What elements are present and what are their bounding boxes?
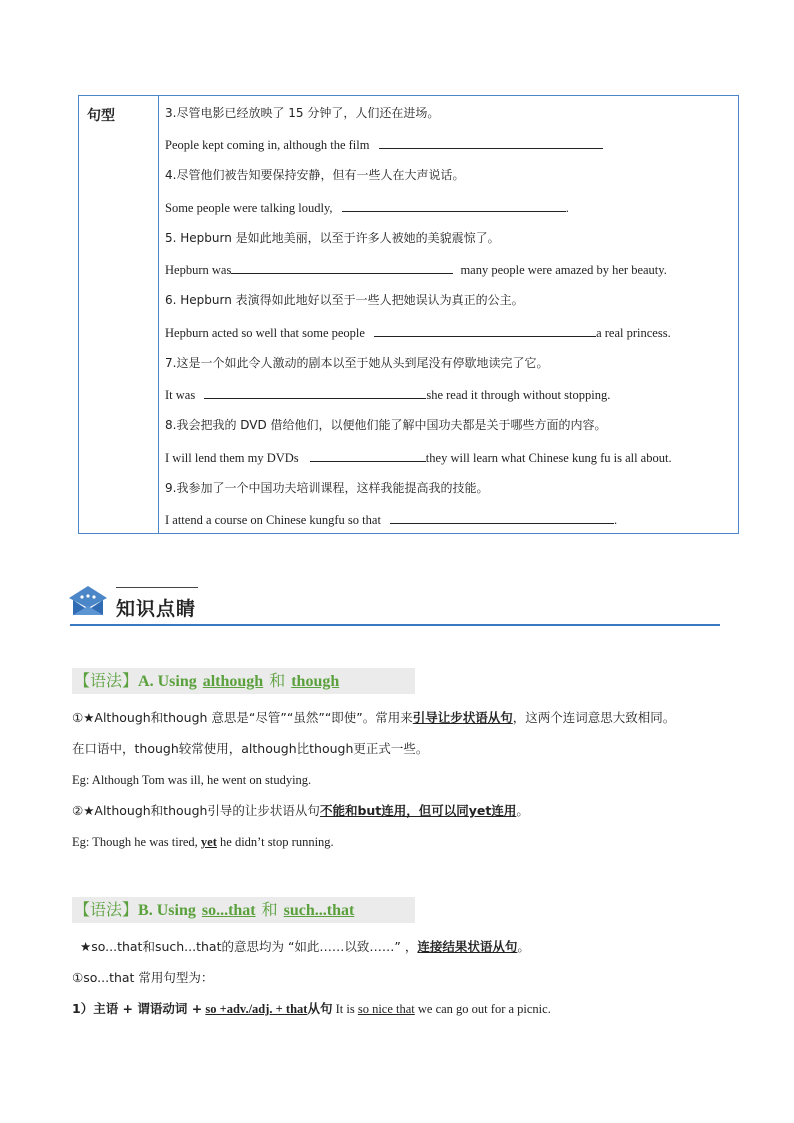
text-run: ，这两个连词意思大致相同。 [512,710,676,725]
sentence-en-tail: many people were amazed by her beauty. [460,263,667,277]
grammar-a-example-1: Eg: Although Tom was ill, he went on studying. [72,773,312,787]
answer-blank[interactable] [379,136,603,149]
section-top-rule [116,587,198,588]
example-text: we can go out for a picnic. [417,1002,551,1016]
sentence-en-tail: a real princess. [596,326,671,340]
example-key: so nice that [357,1002,415,1016]
sentence-en-4 [165,199,569,216]
bracket-close: 】 [122,900,139,919]
sentence-en-text: I will lend them my DVDs [165,451,299,465]
text-run: 。 [517,939,530,954]
text-run: 。 [516,803,529,818]
sentence-cn-6: 6. Hepburn 表演得如此地好以至于一些人把她误认为真正的公主。 [165,293,524,307]
pattern-key: so +adv./adj. + that [205,1002,308,1016]
sentence-en-tail: they will learn what Chinese kung fu is all about. [425,451,672,465]
grammar-a-point-2 [72,802,529,820]
grammar-b-heading [72,897,415,923]
grammar-and: 和 [269,671,286,690]
grammar-and: 和 [261,900,278,919]
sentence-cn-3: 3.尽管电影已经放映了 15 分钟了，人们还在进场。 [165,106,440,120]
sentence-en-5 [165,261,667,278]
grammar-a-heading [72,668,415,694]
grammar-word-1: so...that [201,902,256,919]
grammar-a-point-1 [72,709,675,727]
sentence-en-text: Some people were talking loudly, [165,201,333,215]
key-phrase: 连接结果状语从句 [417,939,518,954]
sentence-en-text: It was [165,388,196,402]
grammar-a-example-2 [72,833,334,851]
sentence-cn-5: 5. Hepburn 是如此地美丽，以至于许多人被她的美貌震惊了。 [165,231,500,245]
grammar-b-point-2: ①so...that 常用句型为： [72,970,214,985]
answer-blank[interactable] [390,511,614,524]
example-text: It is [335,1002,355,1016]
sentence-en-6 [165,324,671,341]
sentence-en-text: I attend a course on Chinese kungfu so that [165,513,381,527]
sentence-pattern-table [78,95,739,534]
section-title: 知识点睛 [116,598,197,620]
table-content [165,96,732,533]
sentence-en-7 [165,386,610,403]
grammar-b-pattern-1 [72,1000,551,1018]
sentence-en-tail: she read it through without stopping. [426,388,611,402]
sentence-en-tail: . [565,201,569,215]
grammar-word-2: though [291,673,340,690]
sentence-cn-4: 4.尽管他们被告知要保持安静，但有一些人在大声说话。 [165,168,465,182]
sentence-en-text: Hepburn acted so well that some people [165,326,365,340]
sentence-en-text: People kept coming in, although the film [165,138,370,152]
grammar-word-1: although [202,673,264,690]
pattern-lead: 1）主语 + 谓语动词 + [72,1001,203,1016]
key-phrase: 引导让步状语从句 [412,710,513,725]
bracket-close: 】 [122,671,139,690]
grammar-a-point-1-cont: 在口语中，though较常使用，although比though更正式一些。 [72,741,429,756]
sentence-en-8 [165,449,672,466]
sentence-en-3 [165,136,603,153]
answer-blank[interactable] [342,199,566,212]
grammar-tag: 语法 [90,900,123,919]
grammar-prefix: B. Using [138,902,196,919]
text-run: ★so...that和such...that的意思均为 “如此……以致……” ， [80,939,418,954]
answer-blank[interactable] [231,261,453,274]
answer-blank[interactable] [310,449,426,462]
text-run: he didn’t stop running. [220,835,334,849]
answer-blank[interactable] [374,324,596,337]
key-word-yet: yet [200,835,217,849]
section-underline [70,624,720,626]
sentence-en-tail: . [614,513,618,527]
key-phrase: 不能和but连用，但可以同yet连用 [319,803,517,818]
grammar-prefix: A. Using [138,673,197,690]
table-label-column [79,96,159,533]
sentence-cn-7: 7.这是一个如此令人激动的剧本以至于她从头到尾没有停歇地读完了它。 [165,356,549,370]
bracket-open: 【 [74,900,91,919]
pattern-tail: 从句 [307,1001,333,1016]
sentence-en-text: Hepburn was [165,263,232,277]
bracket-open: 【 [74,671,91,690]
sentence-en-9 [165,511,617,528]
text-run: Eg: Though he was tired, [72,835,198,849]
text-run: ①★Although和though 意思是“尽管”“虽然”“即使”。常用来 [72,710,413,725]
grammar-b-point-1 [80,938,530,956]
grammar-tag: 语法 [90,671,123,690]
text-run: ②★Although和though引导的让步状语从句 [72,803,320,818]
grammar-word-2: such...that [283,902,355,919]
answer-blank[interactable] [204,386,426,399]
sentence-cn-9: 9.我参加了一个中国功夫培训课程，这样我能提高我的技能。 [165,481,489,495]
knowledge-envelope-icon [67,584,109,616]
sentence-cn-8: 8.我会把我的 DVD 借给他们，以便他们能了解中国功夫都是关于哪些方面的内容。 [165,418,607,432]
table-label: 句型 [87,108,115,124]
